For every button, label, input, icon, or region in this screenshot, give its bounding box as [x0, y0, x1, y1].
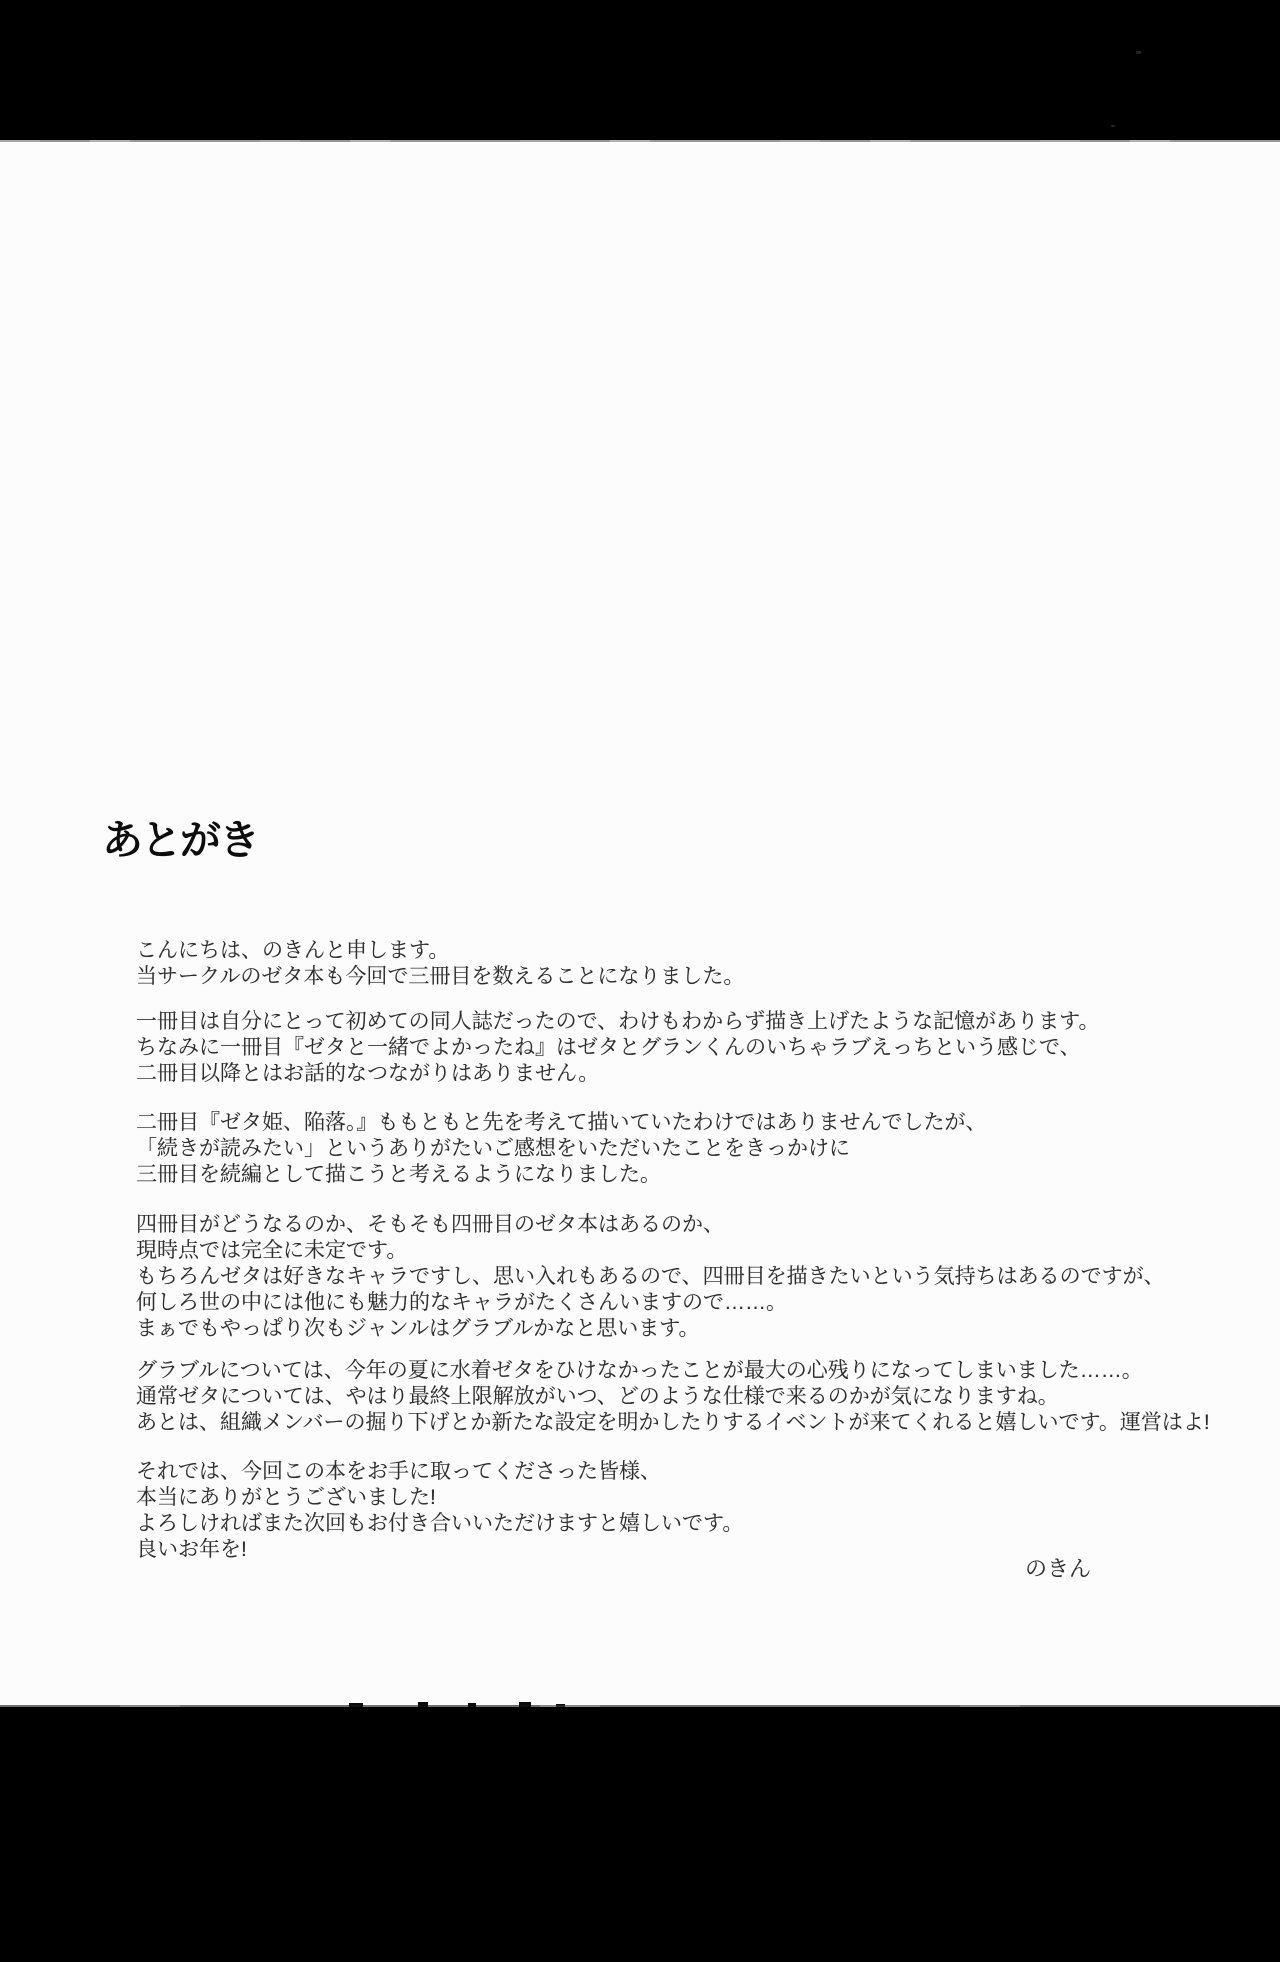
text-line: それでは、今回この本をお手に取ってくださった皆様、: [136, 1460, 661, 1483]
paragraph-second-book: [136, 1110, 987, 1188]
scan-speck: [1136, 51, 1141, 54]
text-line: 四冊目がどうなるのか、そもそも四冊目のゼタ本はあるのか、: [136, 1213, 724, 1236]
text-line: 本当にありがとうございました!: [136, 1486, 436, 1509]
top-black-bar: [0, 0, 1280, 140]
text-line: まぁでもやっぱり次もジャンルはグラブルかなと思います。: [136, 1317, 700, 1340]
scan-speck: [1111, 125, 1115, 127]
text-line: もちろんゼタは好きなキャラですし、思い入れもあるので、四冊目を描きたいという気持ちはあるのですが、: [136, 1265, 1165, 1288]
text-line: 二冊目『ゼタ姫、陥落。』ももともと先を考えて描いていたわけではありませんでしたが、: [136, 1111, 987, 1134]
author-signature: のきん: [1025, 1556, 1092, 1581]
bottom-black-bar: [0, 1707, 1280, 1962]
text-line: 当サークルのゼタ本も今回で三冊目を数えることになりました。: [136, 965, 745, 988]
text-line: こんにちは、のきんと申します。: [136, 939, 450, 962]
text-line: 一冊目は自分にとって初めての同人誌だったので、わけもわからず描き上げたような記憶があります。: [136, 1010, 1100, 1033]
text-line: ちなみに一冊目『ゼタと一緒でよかったね』はゼタとグランくんのいちゃラブえっちという感じで、: [136, 1036, 1081, 1059]
paragraph-granblue-thoughts: [136, 1358, 1210, 1436]
afterword-sheet: [0, 140, 1280, 1707]
text-line: グラブルについては、今年の夏に水着ゼタをひけなかったことが最大の心残りになってしまいました……。: [136, 1359, 1143, 1382]
text-line: 良いお年を!: [136, 1538, 247, 1561]
text-line: あとは、組織メンバーの掘り下げとか新たな設定を明かしたりするイベントが来てくれると嬉しいです。運営はよ!: [136, 1411, 1210, 1434]
paragraph-fourth-book-plans: [136, 1212, 1165, 1342]
text-line: 「続きが読みたい」というありがたいご感想をいただいたことをきっかけに: [136, 1137, 850, 1160]
text-line: 三冊目を続編として描こうと考えるようになりました。: [136, 1163, 661, 1186]
text-line: 現時点では完全に未定です。: [136, 1239, 408, 1262]
paragraph-greeting: [136, 938, 744, 990]
text-line: よろしければまた次回もお付き合いいただけますと嬉しいです。: [136, 1512, 744, 1535]
text-line: 二冊目以降とはお話的なつながりはありません。: [136, 1062, 600, 1085]
text-line: 何しろ世の中には他にも魅力的なキャラがたくさんいますので……。: [136, 1291, 787, 1314]
paragraph-first-book: [136, 1009, 1099, 1087]
text-line: 通常ゼタについては、やはり最終上限解放がいつ、どのような仕様で来るのかが気になりますね。: [136, 1385, 1059, 1408]
afterword-title: あとがき: [102, 817, 258, 863]
paragraph-thanks: [136, 1459, 743, 1563]
